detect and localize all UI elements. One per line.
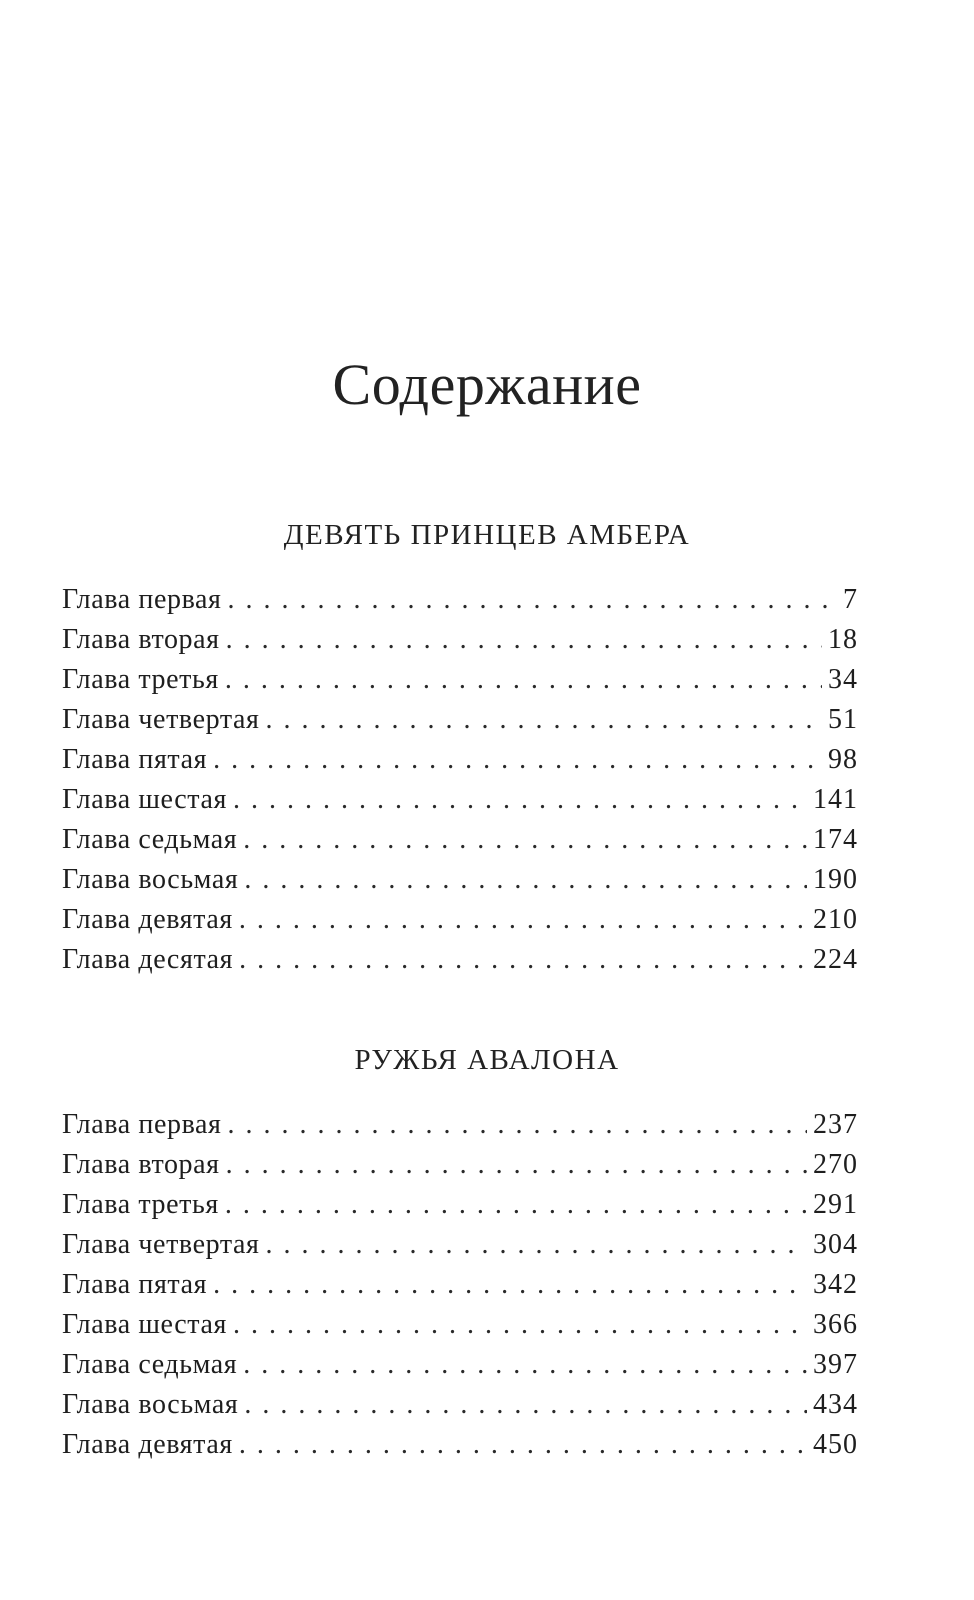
toc-entry-label: Глава восьмая	[62, 1389, 239, 1420]
toc-entry-label: Глава шестая	[62, 1309, 227, 1340]
toc-entry-page: 7	[843, 584, 858, 615]
toc-entry-page: 98	[828, 744, 858, 775]
toc-list-nine-princes	[62, 580, 858, 980]
toc-entry-label: Глава четвертая	[62, 1229, 260, 1260]
toc-entry-page: 366	[813, 1309, 858, 1340]
dot-leader	[243, 1345, 807, 1385]
toc-entry-label: Глава третья	[62, 1189, 219, 1220]
dot-leader	[239, 900, 807, 940]
toc-entry-page: 342	[813, 1269, 858, 1300]
toc-entry-label: Глава четвертая	[62, 704, 260, 735]
dot-leader	[228, 580, 837, 620]
toc-entry	[62, 660, 858, 700]
toc-entry	[62, 740, 858, 780]
toc-entry-page: 174	[813, 824, 858, 855]
toc-entry-label: Глава третья	[62, 664, 219, 695]
toc-entry	[62, 1145, 858, 1185]
dot-leader	[244, 1385, 807, 1425]
toc-entry-page: 450	[813, 1429, 858, 1460]
toc-entry	[62, 820, 858, 860]
toc-entry	[62, 1305, 858, 1345]
toc-entry-page: 270	[813, 1149, 858, 1180]
toc-entry-label: Глава девятая	[62, 904, 233, 935]
toc-entry	[62, 700, 858, 740]
toc-entry-label: Глава десятая	[62, 944, 234, 975]
dot-leader	[266, 1225, 807, 1265]
toc-entry-page: 18	[828, 624, 858, 655]
dot-leader	[225, 1185, 807, 1225]
toc-entry-page: 51	[828, 704, 858, 735]
toc-entry-page: 237	[813, 1109, 858, 1140]
toc-entry-label: Глава первая	[62, 1109, 222, 1140]
toc-entry	[62, 1105, 858, 1145]
toc-entry-label: Глава восьмая	[62, 864, 239, 895]
toc-entry-page: 141	[813, 784, 858, 815]
toc-entry	[62, 1225, 858, 1265]
dot-leader	[226, 1145, 807, 1185]
toc-entry	[62, 1185, 858, 1225]
dot-leader	[266, 700, 822, 740]
toc-entry-label: Глава девятая	[62, 1429, 233, 1460]
dot-leader	[225, 660, 822, 700]
dot-leader	[233, 780, 807, 820]
page-title: Содержание	[332, 352, 642, 417]
section-heading-nine-princes: ДЕВЯТЬ ПРИНЦЕВ АМБЕРА	[283, 519, 691, 551]
toc-entry-label: Глава первая	[62, 584, 222, 615]
dot-leader	[239, 1425, 807, 1465]
dot-leader	[228, 1105, 807, 1145]
toc-entry-label: Глава пятая	[62, 744, 208, 775]
toc-entry-label: Глава вторая	[62, 624, 220, 655]
toc-entry	[62, 1385, 858, 1425]
toc-entry-page: 210	[813, 904, 858, 935]
toc-entry	[62, 620, 858, 660]
toc-entry-page: 304	[813, 1229, 858, 1260]
dot-leader	[226, 620, 822, 660]
toc-entry	[62, 580, 858, 620]
toc-entry	[62, 1425, 858, 1465]
toc-entry-page: 291	[813, 1189, 858, 1220]
toc-entry	[62, 900, 858, 940]
toc-entry-page: 224	[813, 944, 858, 975]
toc-entry	[62, 780, 858, 820]
dot-leader	[243, 820, 807, 860]
dot-leader	[244, 860, 807, 900]
toc-entry-page: 397	[813, 1349, 858, 1380]
toc-entry-label: Глава седьмая	[62, 824, 238, 855]
toc-entry	[62, 860, 858, 900]
toc-entry	[62, 1345, 858, 1385]
dot-leader	[233, 1305, 807, 1345]
toc-entry-label: Глава шестая	[62, 784, 227, 815]
toc-entry	[62, 940, 858, 980]
toc-entry-page: 190	[813, 864, 858, 895]
toc-list-guns-of-avalon	[62, 1105, 858, 1465]
toc-entry-label: Глава вторая	[62, 1149, 220, 1180]
section-heading-guns-of-avalon: РУЖЬЯ АВАЛОНА	[354, 1044, 620, 1076]
toc-entry-page: 34	[828, 664, 858, 695]
toc-entry-label: Глава пятая	[62, 1269, 208, 1300]
dot-leader	[213, 1265, 807, 1305]
dot-leader	[213, 740, 822, 780]
toc-entry	[62, 1265, 858, 1305]
toc-entry-label: Глава седьмая	[62, 1349, 238, 1380]
dot-leader	[239, 940, 807, 980]
toc-entry-page: 434	[813, 1389, 858, 1420]
